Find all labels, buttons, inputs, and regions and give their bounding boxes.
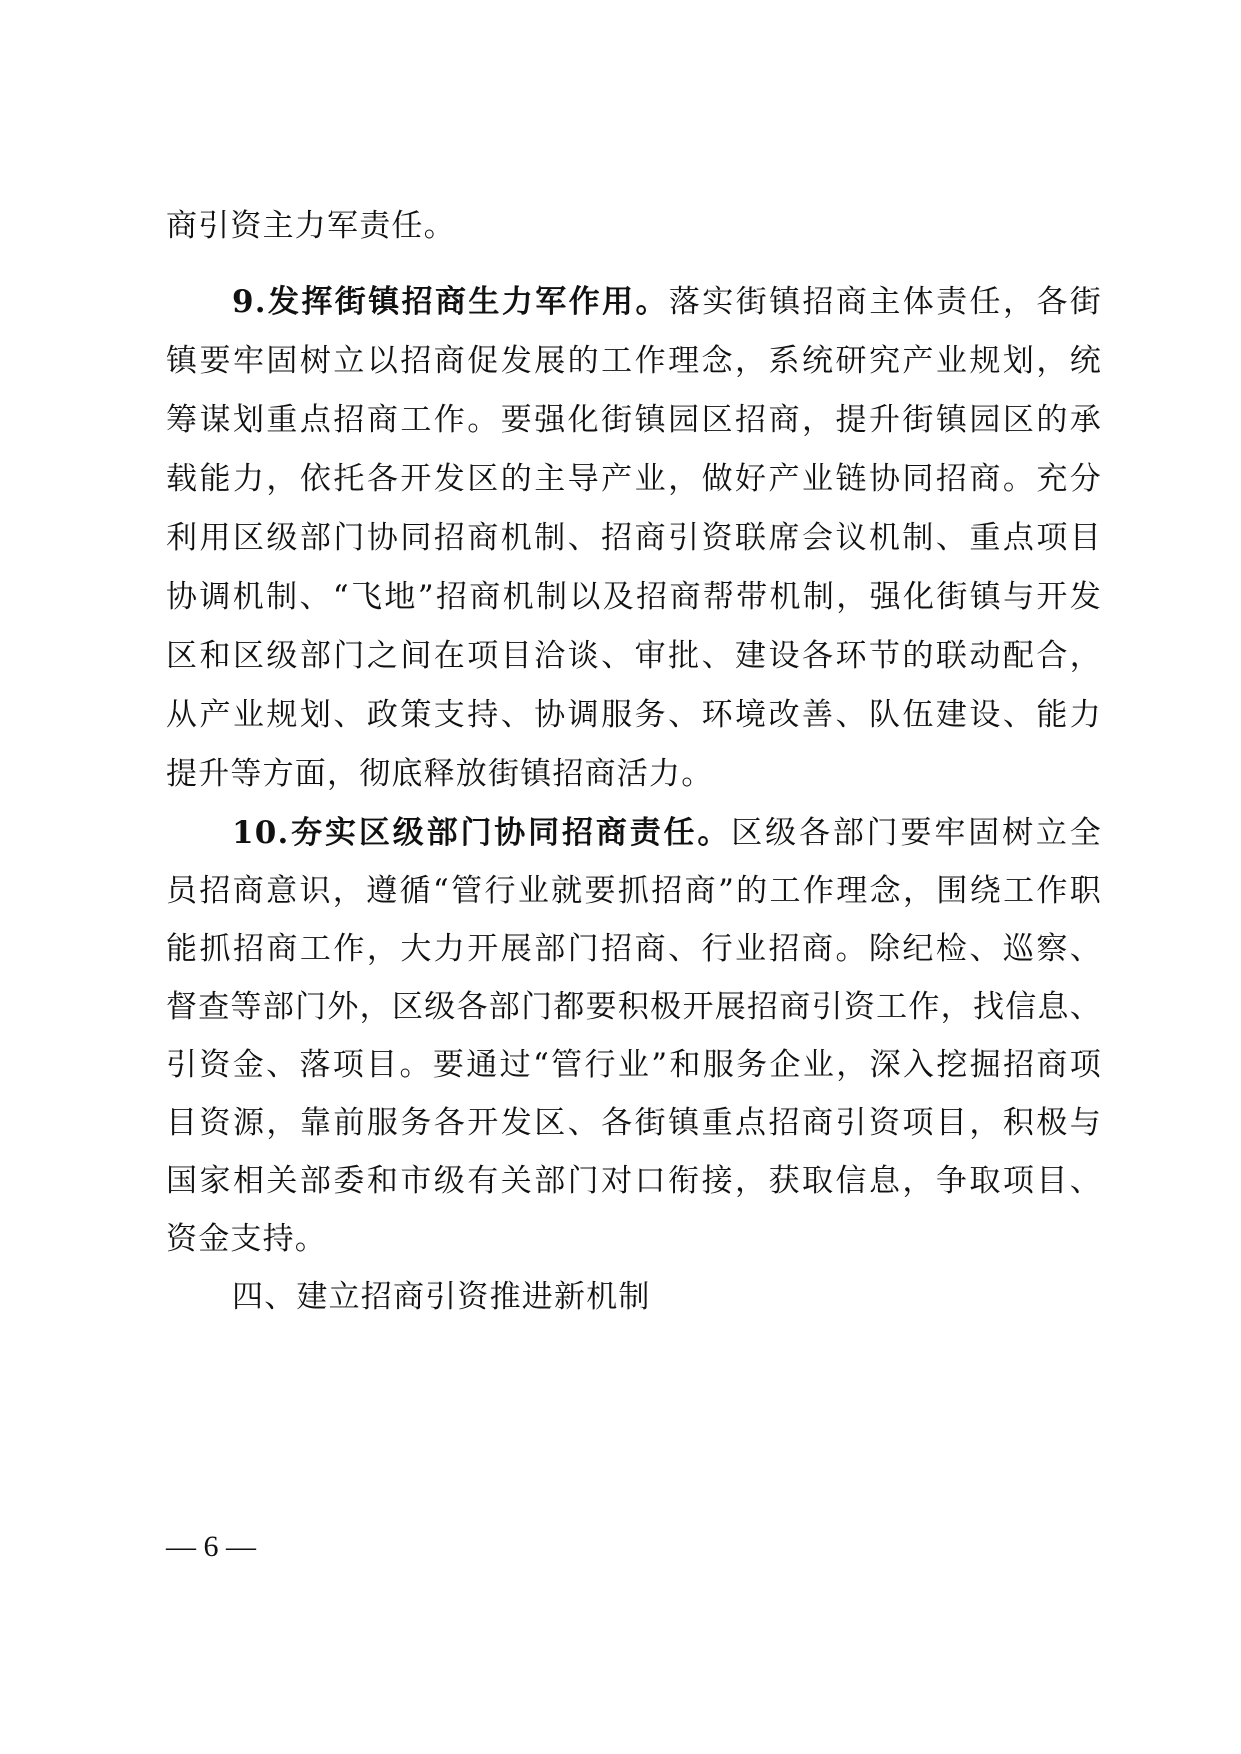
paragraph-line: 镇要牢固树立以招商促发展的工作理念，系统研究产业规划，统 xyxy=(166,343,1102,379)
paragraph-line: 区和区级部门之间在项目洽谈、审批、建设各环节的联动配合， xyxy=(166,638,1102,674)
paragraph-10-heading: 10.夯实区级部门协同招商责任。 xyxy=(232,815,732,851)
document-page xyxy=(166,0,1102,1754)
paragraph-line: 筹谋划重点招商工作。要强化街镇园区招商，提升街镇园区的承 xyxy=(166,402,1102,438)
page-number: — 6 — xyxy=(166,1530,256,1563)
paragraph-line: 国家相关部委和市级有关部门对口衔接，获取信息，争取项目、 xyxy=(166,1163,1102,1199)
paragraph-line: 载能力，依托各开发区的主导产业，做好产业链协同招商。充分 xyxy=(166,461,1102,497)
paragraph-line: 利用区级部门协同招商机制、招商引资联席会议机制、重点项目 xyxy=(166,520,1102,556)
paragraph-line: 从产业规划、政策支持、协调服务、环境改善、队伍建设、能力 xyxy=(166,697,1102,733)
paragraph-line: 能抓招商工作，大力开展部门招商、行业招商。除纪检、巡察、 xyxy=(166,931,1102,967)
paragraph-line: 督查等部门外，区级各部门都要积极开展招商引资工作，找信息、 xyxy=(166,989,1102,1025)
paragraph-line: 员招商意识，遵循“管行业就要抓招商”的工作理念，围绕工作职 xyxy=(166,873,1102,909)
paragraph-line: 提升等方面，彻底释放街镇招商活力。 xyxy=(166,756,714,792)
paragraph-10-first-text: 区级各部门要牢固树立全 xyxy=(731,815,1102,851)
paragraph-line: 商引资主力军责任。 xyxy=(166,208,456,244)
paragraph-10-first-line xyxy=(232,800,1102,866)
paragraph-9-first-line xyxy=(232,269,1102,335)
paragraph-line: 目资源，靠前服务各开发区、各街镇重点招商引资项目，积极与 xyxy=(166,1105,1102,1141)
section-heading: 四、建立招商引资推进新机制 xyxy=(232,1279,651,1315)
paragraph-line: 协调机制、“飞地”招商机制以及招商帮带机制，强化街镇与开发 xyxy=(166,579,1102,615)
paragraph-9-heading: 9.发挥街镇招商生力军作用。 xyxy=(232,284,669,320)
paragraph-9-first-text: 落实街镇招商主体责任，各街 xyxy=(668,284,1102,320)
paragraph-line: 资金支持。 xyxy=(166,1221,327,1257)
paragraph-line: 引资金、落项目。要通过“管行业”和服务企业，深入挖掘招商项 xyxy=(166,1047,1102,1083)
